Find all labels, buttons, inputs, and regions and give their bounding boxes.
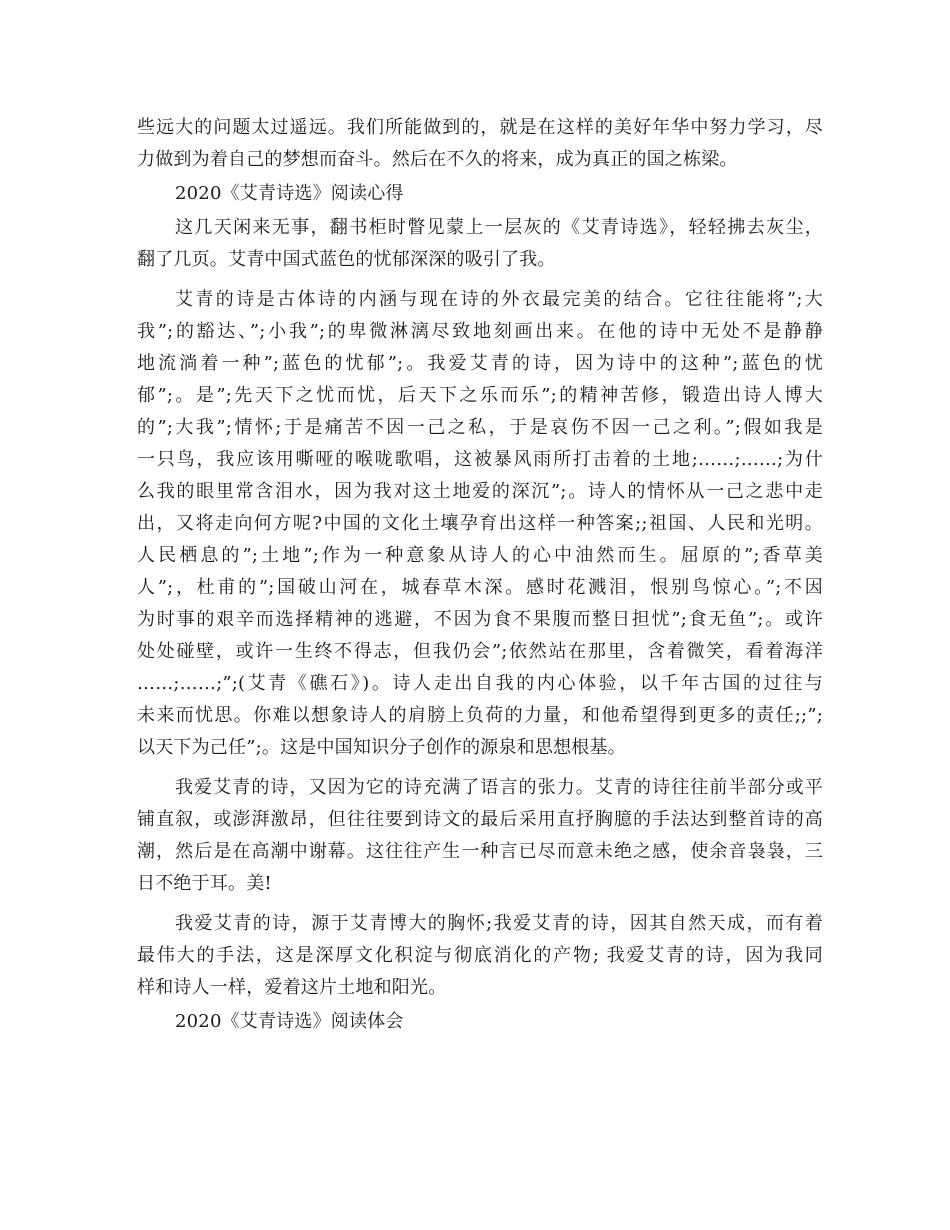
text-line: 为时事的艰辛而选择精神的逃避，不因为食不果腹而整日担忧”;食无鱼”;。或许 [137, 609, 823, 630]
text-line: 些远大的问题太过遥远。我们所能做到的，就是在这样的美好年华中努力学习，尽 [137, 117, 823, 138]
text-line: 么我的眼里常含泪水，因为我对这土地爱的深沉”;。诗人的情怀从一己之悲中走 [137, 481, 823, 502]
text-line: 人”;，杜甫的”;国破山河在，城春草木深。感时花溅泪，恨别鸟惊心。”;不因 [137, 577, 823, 598]
document-page [137, 112, 823, 1038]
text-line: 出，又将走向何方呢?中国的文化土壤孕育出这样一种答案;;祖国、人民和光明。 [137, 513, 823, 534]
text-line: 未来而忧思。你难以想象诗人的肩膀上负荷的力量，和他希望得到更多的责任;;”; [137, 705, 823, 726]
paragraph-4 [137, 908, 823, 1004]
text-line: 日不绝于耳。美! [137, 873, 272, 894]
text-line: 我爱艾青的诗，又因为它的诗充满了语言的张力。艾青的诗往往前半部分或平 [175, 777, 823, 798]
text-line: 最伟大的手法，这是深厚文化积淀与彻底消化的产物; 我爱艾青的诗，因为我同 [137, 945, 823, 966]
intro-paragraph [137, 112, 823, 176]
text-line: 以天下为己任”;。这是中国知识分子创作的源泉和思想根基。 [137, 737, 626, 758]
text-line: 郁”;。是”;先天下之忧而忧，后天下之乐而乐”;的精神苦修，锻造出诗人博大 [137, 385, 823, 406]
text-line: 地流淌着一种”;蓝色的忧郁”;。我爱艾青的诗，因为诗中的这种”;蓝色的忧 [137, 353, 823, 374]
text-line: 这几天闲来无事，翻书柜时瞥见蒙上一层灰的《艾青诗选》，轻轻拂去灰尘， [175, 217, 823, 238]
section-heading: 2020《艾青诗选》阅读心得 [175, 183, 404, 204]
paragraph-2 [137, 284, 823, 764]
section-heading: 2020《艾青诗选》阅读体会 [175, 1011, 404, 1032]
text-line: 我”;的豁达、”;小我”;的卑微淋漓尽致地刻画出来。在他的诗中无处不是静静 [137, 321, 823, 342]
text-line: 力做到为着自己的梦想而奋斗。然后在不久的将来，成为真正的国之栋梁。 [137, 149, 738, 170]
paragraph-1 [137, 212, 823, 276]
text-line: 铺直叙，或澎湃激昂，但往往要到诗文的最后采用直抒胸臆的手法达到整首诗的高 [137, 809, 823, 830]
paragraph-3 [137, 772, 823, 900]
text-line: 翻了几页。艾青中国式蓝色的忧郁深深的吸引了我。 [137, 249, 556, 270]
text-line: 潮，然后是在高潮中谢幕。这往往产生一种言已尽而意未绝之感，使余音袅袅，三 [137, 841, 823, 862]
text-line: 人民栖息的”;土地”;作为一种意象从诗人的心中油然而生。屈原的”;香草美 [137, 545, 823, 566]
text-line: 的”;大我”;情怀;于是痛苦不因一己之私，于是哀伤不因一己之利。”;假如我是 [137, 417, 823, 438]
text-line: 处处碰壁，或许一生终不得志，但我仍会”;依然站在那里，含着微笑，看着海洋 [137, 641, 823, 662]
text-line: ……;……;”;(艾青《礁石》)。诗人走出自我的内心体验，以千年古国的过往与 [137, 673, 823, 694]
text-line: 样和诗人一样，爱着这片土地和阳光。 [137, 977, 447, 998]
text-line: 艾青的诗是古体诗的内涵与现在诗的外衣最完美的结合。它往往能将”;大 [175, 289, 823, 310]
text-line: 我爱艾青的诗，源于艾青博大的胸怀;我爱艾青的诗，因其自然天成，而有着 [175, 913, 823, 934]
text-line: 一只鸟，我应该用嘶哑的喉咙歌唱，这被暴风雨所打击着的土地;……;……;为什 [137, 449, 823, 470]
